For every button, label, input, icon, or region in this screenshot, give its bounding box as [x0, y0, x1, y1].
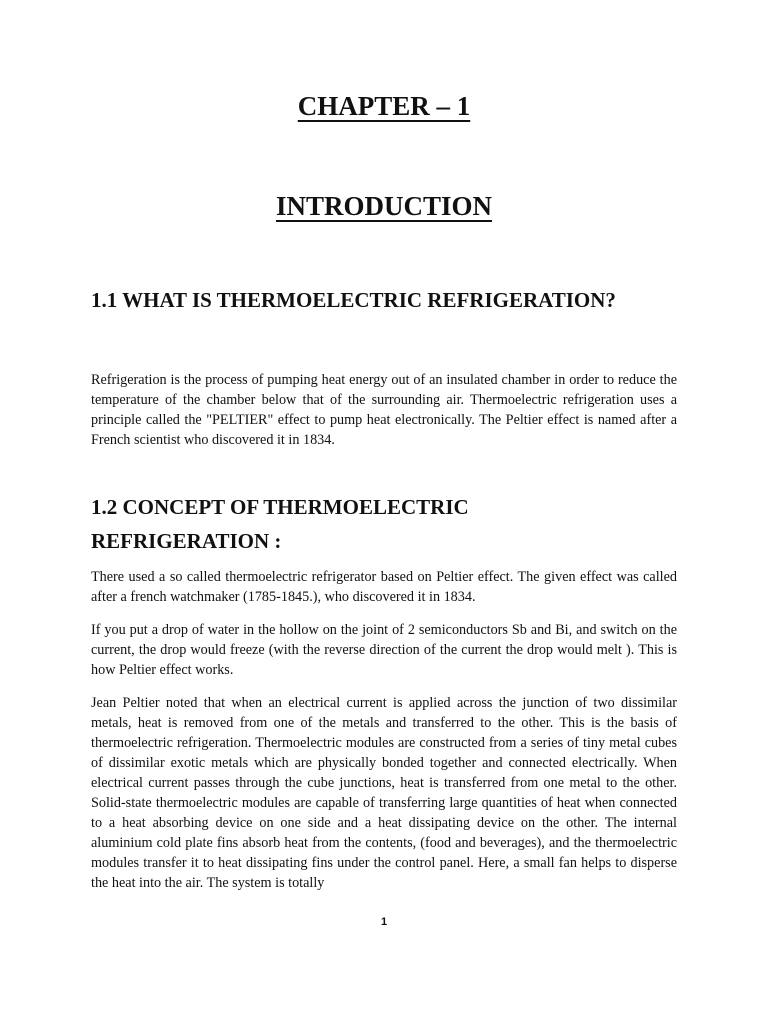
chapter-title-text: CHAPTER – 1 [297, 91, 471, 121]
section-title-text: INTRODUCTION [275, 191, 493, 221]
section-2-paragraph-2: If you put a drop of water in the hollow on the joint of 2 semiconductors Sb and Bi, and switch on the current, the drop would freeze (with the reverse direction of the current the drop would melt ). This is how Peltier effect works. [91, 622, 677, 678]
section-1-heading: 1.1 WHAT IS THERMOELECTRIC REFRIGERATION? [91, 288, 616, 312]
section-2-heading: 1.2 CONCEPT OF THERMOELECTRIC REFRIGERATION : [91, 495, 469, 553]
page-number: 1 [380, 916, 388, 928]
section-2-paragraph-1: There used a so called thermoelectric refrigerator based on Peltier effect. The given effect was called after a french watchmaker (1785-1845.), who discovered it in 1834. [91, 569, 677, 605]
section-2-paragraph-3: Jean Peltier noted that when an electrical current is applied across the junction of two dissimilar metals, heat is removed from one of the metals and transferred to the other. This is the basis of thermoelectric refrigeration. Thermoelectric modules are constructed from a series of tiny metal cubes of dissimilar exotic metals which are physically bonded together and connected electrically. When electrical current passes through the cube junctions, heat is transferred from one metal to the other. Solid-state thermoelectric modules are capable of transferring large quantities of heat when connected to a heat absorbing device on one side and a heat dissipating device on the other. The internal aluminium cold plate fins absorb heat from the contents, (food and beverages), and the thermoelectric modules transfer it to heat dissipating fins under the control panel. Here, a small fan helps to disperse the heat into the air. The system is totally [91, 695, 677, 891]
section-title [0, 186, 768, 226]
chapter-title [0, 86, 768, 126]
section-1-paragraph-1: Refrigeration is the process of pumping heat energy out of an insulated chamber in order to reduce the temperature of the chamber below that of the surrounding air. Thermoelectric refrigeration uses a principle called the "PELTIER" effect to pump heat electronically. The Peltier effect is named after a French scientist who discovered it in 1834. [91, 372, 677, 448]
